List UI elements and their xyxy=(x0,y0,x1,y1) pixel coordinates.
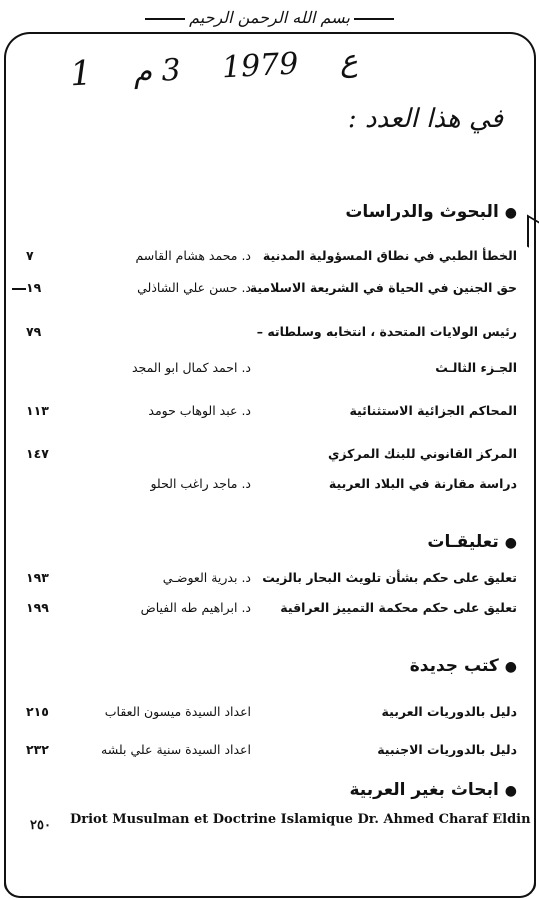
section-title-new-books: ●كتب جديدة xyxy=(409,656,517,676)
toc-row[interactable]: رئيس الولايات المتحدة ، انتخابه وسلطاته – ٧٩ xyxy=(26,324,517,339)
toc-row[interactable]: الجـزء الثالـث د. احمد كمال ابو المجد xyxy=(131,360,517,375)
toc-row[interactable]: دليل بالدوريات الاجنبية اعداد السيدة سنية علي بلشه ٢٣٢ xyxy=(26,742,517,757)
toc-row[interactable]: المحاكم الجزائية الاستثنائية د. عبد الوهاب حومد ١١٣ xyxy=(26,403,517,418)
toc-row[interactable]: تعليق على حكم محكمة التمييز العراقية د. ابراهيم طه الفياض ١٩٩ xyxy=(26,600,517,615)
toc-row[interactable]: الخطأ الطبي في نطاق المسؤولية المدنية د. محمد هشام القاسم ٧ xyxy=(26,248,517,263)
page-border-bottom xyxy=(4,882,536,898)
toc-row[interactable]: المركز القانوني للبنك المركزي ١٤٧ xyxy=(26,446,517,461)
section-title-non-arabic: ●ابحاث بغير العربية xyxy=(349,780,517,800)
toc-row[interactable]: تعليق على حكم بشأن تلويث البحار بالزيت د. بدرية العوضـي ١٩٣ xyxy=(26,570,517,585)
issue-heading: في هذا العدد : xyxy=(347,104,503,134)
basmala: بسم الله الرحمن الرحيم xyxy=(0,8,539,27)
bullet-icon: ● xyxy=(504,783,517,799)
section-title-research: ●البحوث والدراسات xyxy=(345,202,517,222)
toc-row[interactable]: دليل بالدوريات العربية اعداد السيدة ميسون العقاب ٢١٥ xyxy=(26,704,517,719)
section-title-commentaries: ●تعليقـات xyxy=(427,532,517,552)
bullet-icon: ● xyxy=(504,659,517,675)
bullet-icon: ● xyxy=(504,205,517,221)
bullet-icon: ● xyxy=(504,535,517,551)
toc-row[interactable]: حق الجنين في الحياة في الشريعة الاسلامية د. حسن علي الشاذلي ١٩ xyxy=(0,280,539,302)
toc-row[interactable]: دراسة مقارنة في البلاد العربية د. ماجد راغب الحلو xyxy=(150,476,517,491)
margin-dash xyxy=(12,288,26,290)
handwritten-issue-note: 1 ع 1979 3 م xyxy=(69,43,359,95)
